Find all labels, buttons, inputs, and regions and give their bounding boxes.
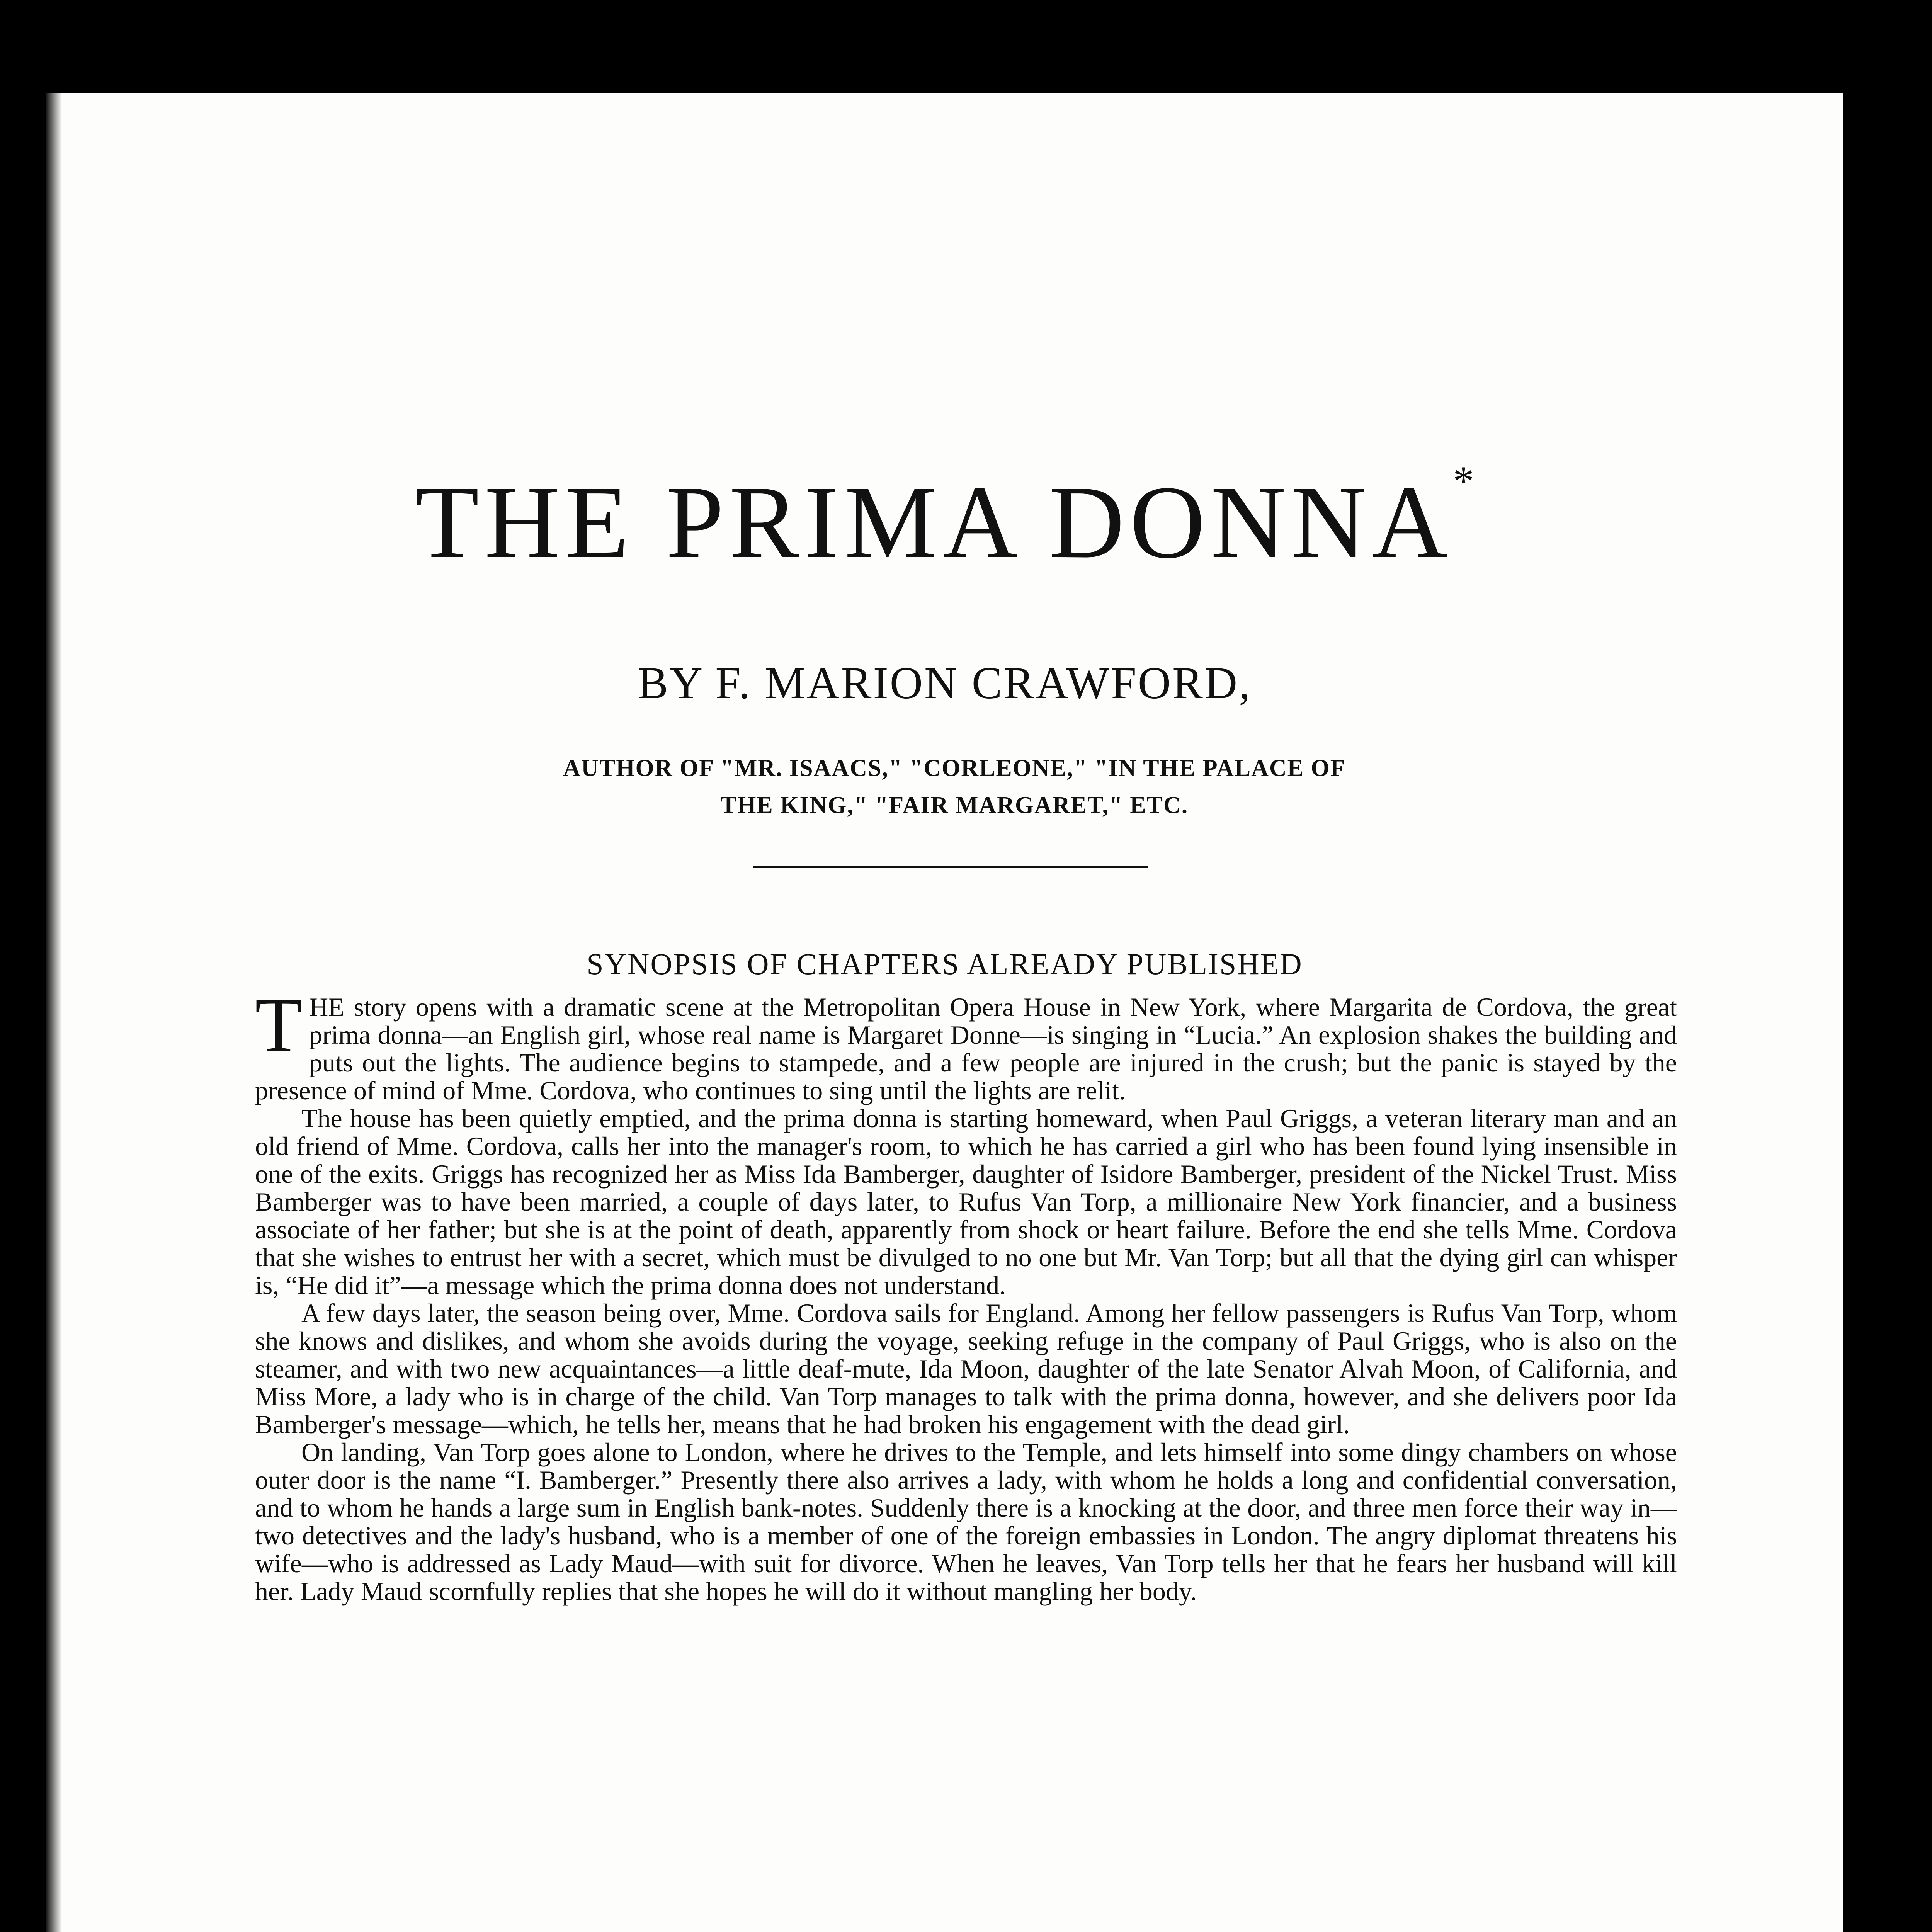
gutter-shadow — [46, 93, 62, 1932]
magazine-page — [46, 93, 1843, 1932]
synopsis-heading: SYNOPSIS OF CHAPTERS ALREADY PUBLISHED — [587, 947, 1303, 981]
synopsis-body — [255, 983, 1677, 1606]
synopsis-paragraph-4: On landing, Van Torp goes alone to London, where he drives to the Temple, and lets himself into some dingy chambers on whose outer door is the name “I. Bamberger.” Presently there also arrives a lady, with whom he holds a long and confidential conversation, and to whom he hands a large sum in English bank-notes. Suddenly there is a knocking at the door, and three men force their way in—two detectives and the lady's husband, who is a member of one of the foreign embassies in London. The angry diplomat threatens his wife—who is addressed as Lady Maud—with suit for divorce. When he leaves, Van Torp tells her that he fears her husband will kill her. Lady Maud scornfully replies that she hopes he will do it without mangling her body. — [255, 1437, 1677, 1606]
author-credits-line-1: AUTHOR OF "MR. ISAACS," "CORLEONE," "IN THE PALACE OF — [563, 755, 1346, 781]
author-credits — [394, 750, 1515, 824]
synopsis-dropcap: T — [255, 983, 303, 1068]
byline: BY F. MARION CRAWFORD, — [638, 658, 1252, 708]
divider-rule-top — [753, 866, 1148, 868]
author-credits-line-2: THE KING," "FAIR MARGARET," ETC. — [720, 792, 1189, 818]
synopsis-paragraph-1 — [255, 983, 1677, 1105]
synopsis-paragraph-3: A few days later, the season being over, Mme. Cordova sails for England. Among her fellow passengers is Rufus Van Torp, whom she knows and dislikes, and whom she avoids during the voyage, seeking refuge in the company of Paul Griggs, who is also on the steamer, and with two new acquaintances—a little deaf-mute, Ida Moon, daughter of the late Senator Alvah Moon, of California, and Miss More, a lady who is in charge of the child. Van Torp manages to talk with the prima donna, however, and she delivers poor Ida Bamberger's message—which, he tells her, means that he had broken his engagement with the dead girl. — [255, 1298, 1677, 1439]
story-title — [46, 457, 1843, 580]
synopsis-paragraph-1-text: HE story opens with a dramatic scene at the Metropolitan Opera House in New York, where Margarita de Cordova, the great prima donna—an English girl, whose real name is Margaret Donne—is singing in “Lucia.” An explosion shakes the building and puts out the lights. The audience begins to stampede, and a few people are injured in the crush; but the panic is stayed by the presence of mind of Mme. Cordova, who continues to sing until the lights are relit. — [255, 992, 1677, 1105]
title-text: THE PRIMA DONNA — [415, 464, 1453, 580]
title-footnote-mark: * — [1453, 457, 1475, 505]
synopsis-paragraph-2: The house has been quietly emptied, and the prima donna is starting homeward, when Paul Griggs, a veteran literary man and an old friend of Mme. Cordova, calls her into the manager's room, to which he has carried a girl who has been found lying insensible in one of the exits. Griggs has recognized her as Miss Ida Bamberger, daughter of Isidore Bamberger, president of the Nickel Trust. Miss Bamberger was to have been married, a couple of days later, to Rufus Van Torp, a millionaire New York financier, and a business associate of her father; but she is at the point of death, apparently from shock or heart failure. Before the end she tells Mme. Cordova that she wishes to entrust her with a secret, which must be divulged to no one but Mr. Van Torp; but all that the dying girl can whisper is, “He did it”—a message which the prima donna does not understand. — [255, 1104, 1677, 1300]
